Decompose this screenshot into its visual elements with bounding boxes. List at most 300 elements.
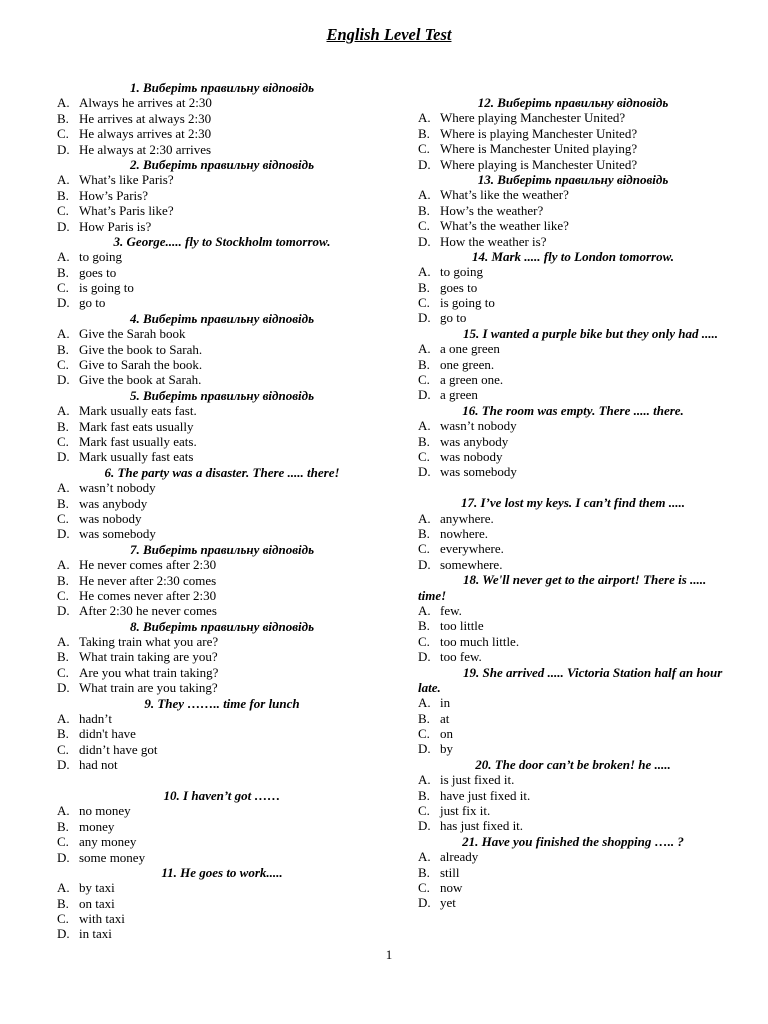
option-letter: B. [418,710,430,726]
question-prompt: 1. Виберіть правильну відповідь [129,80,315,95]
option-letter: A. [57,557,70,573]
answer-option [57,726,387,741]
option-letter: A. [418,187,431,203]
option-letter: C. [57,280,69,296]
option-letter: C. [57,203,69,219]
option-letter: B. [57,495,69,511]
answer-option [418,803,728,818]
answer-option [418,157,728,172]
answer-option [418,372,728,387]
option-letter: D. [57,926,70,942]
answer-option [418,110,728,125]
option-text: What’s like the weather? [440,187,569,203]
option-text: some money [79,849,146,865]
option-text: any money [79,834,137,850]
question-prompt: 9. They …….. time for lunch [144,695,300,711]
page-number: 1 [385,947,393,962]
option-letter: C. [418,726,430,742]
answer-option [418,357,728,372]
option-text: Always he arrives at 2:30 [79,95,212,111]
answer-option [57,557,387,572]
option-text: is going to [440,295,495,311]
option-text: wasn’t nobody [440,418,517,434]
option-letter: A. [418,695,431,711]
option-letter: C. [418,541,430,557]
answer-option [418,649,728,664]
option-text: Mark usually eats fast. [79,403,197,419]
option-letter: B. [418,356,430,372]
option-letter: D. [57,372,70,388]
answer-option [418,634,728,649]
option-text: to going [79,249,122,265]
option-text: still [440,864,460,880]
option-letter: C. [57,587,69,603]
option-letter: C. [418,141,430,157]
answer-option [418,695,728,710]
answer-option [57,480,387,495]
answer-option [418,464,728,479]
option-text: no money [79,803,131,819]
option-text: on taxi [79,895,115,911]
option-letter: D. [57,295,70,311]
option-letter: D. [418,233,431,249]
option-letter: C. [418,880,430,895]
option-letter: D. [57,849,70,865]
answer-option [57,680,387,695]
answer-option [418,788,728,803]
answer-option [57,434,387,449]
option-text: is going to [79,280,134,296]
option-text: He arrives at always 2:30 [79,110,212,126]
option-letter: C. [57,510,69,526]
question-prompt: 18. We'll never get to the airport! There is ..... time! [418,572,707,603]
option-letter: B. [57,264,69,280]
option-letter: C. [57,126,69,142]
option-text: How the weather is? [440,233,547,249]
question-block [418,665,728,757]
answer-option [57,588,387,603]
option-text: anywhere. [440,510,494,526]
option-text: Give the book at Sarah. [79,372,202,388]
answer-option [57,649,387,664]
option-letter: C. [418,295,430,311]
option-text: Taking train what you are? [79,634,219,650]
option-text: He always at 2:30 arrives [79,141,212,157]
question-block [57,311,387,388]
option-text: Mark fast usually eats. [79,433,197,449]
option-text: Mark usually fast eats [79,449,194,465]
option-letter: B. [57,572,69,588]
answer-option [57,280,387,295]
option-letter: B. [418,279,430,295]
option-letter: C. [57,664,69,680]
option-text: too little [440,618,484,634]
question-prompt: 10. I haven’t got …… [163,787,281,803]
option-letter: A. [418,264,431,280]
option-letter: D. [57,218,70,234]
answer-option [57,850,387,865]
spacer [57,773,387,788]
option-text: go to [79,295,106,311]
option-text: everywhere. [440,541,504,557]
answer-option [57,326,387,341]
option-letter: D. [57,680,70,696]
option-letter: D. [57,141,70,157]
answer-option [57,819,387,834]
question-prompt: 14. Mark ..... fly to London tomorrow. [471,248,675,264]
option-text: hadn’t [79,711,112,727]
option-text: go to [440,310,467,326]
question-block [57,388,387,465]
left-column [57,80,387,942]
option-letter: D. [418,464,431,480]
option-letter: A. [418,602,431,618]
question-prompt: 17. I’ve lost my keys. I can’t find them ..... [460,495,686,511]
option-text: Are you what train taking? [79,664,219,680]
answer-option [57,403,387,418]
option-text: already [440,849,479,865]
option-letter: C. [418,803,430,819]
question-prompt: 8. Виберіть правильну відповідь [129,618,315,634]
option-text: a green one. [440,372,504,388]
option-letter: A. [57,880,70,896]
option-text: nowhere. [440,525,489,541]
option-text: one green. [440,356,495,372]
option-text: What’s like Paris? [79,172,174,188]
option-text: Give the book to Sarah. [79,341,203,357]
page-title: English Level Test [326,25,452,44]
answer-option [418,264,728,279]
option-letter: A. [418,849,431,865]
option-letter: A. [418,341,431,357]
option-text: What’s Paris like? [79,203,174,219]
answer-option [57,926,387,941]
option-text: Where playing is Manchester United? [440,156,638,172]
question-block [418,326,728,403]
answer-option [57,896,387,911]
option-letter: A. [57,711,70,727]
answer-option [418,295,728,310]
option-text: didn't have [79,726,136,742]
option-text: just fix it. [440,803,491,819]
question-block [57,542,387,619]
answer-option [57,911,387,926]
answer-option [57,419,387,434]
option-text: too few. [440,649,482,665]
option-letter: D. [418,649,431,665]
option-text: in [440,695,451,711]
option-text: by taxi [79,880,115,896]
option-letter: D. [418,556,431,572]
option-letter: B. [57,341,69,357]
option-text: by [440,741,453,757]
question-prompt: 6. The party was a disaster. There ..... there! [104,464,340,480]
option-text: What train taking are you? [79,649,218,665]
option-letter: B. [418,125,430,141]
right-column [418,95,728,911]
option-text: goes to [79,264,117,280]
answer-option [57,742,387,757]
answer-option [418,818,728,833]
answer-option [418,726,728,741]
question-block [57,465,387,542]
option-text: was nobody [79,510,142,526]
option-letter: A. [418,418,431,434]
question-prompt: 16. The room was empty. There ..... there. [462,402,684,418]
question-block [418,172,728,249]
option-letter: C. [418,449,430,464]
option-text: He never after 2:30 comes [79,572,217,588]
option-text: too much little. [440,633,520,649]
option-letter: A. [57,403,70,419]
option-letter: A. [418,110,431,126]
option-text: How’s Paris? [79,187,148,203]
option-text: wasn’t nobody [79,480,156,496]
question-prompt: 2. Виберіть правильну відповідь [129,156,315,172]
question-block [57,865,387,942]
option-letter: D. [418,818,431,834]
option-text: was somebody [440,464,517,480]
spacer [418,480,728,495]
answer-option [57,342,387,357]
answer-option [418,511,728,526]
question-prompt: 5. Виберіть правильну відповідь [129,387,315,403]
option-letter: A. [57,480,70,496]
option-letter: C. [57,741,69,757]
option-text: a green [440,387,478,403]
answer-option [418,711,728,726]
answer-option [418,865,728,880]
option-letter: A. [57,249,70,265]
answer-option [57,219,387,234]
answer-option [57,603,387,618]
option-letter: B. [57,649,69,665]
option-text: Where playing Manchester United? [440,110,626,126]
option-text: now [440,880,463,895]
answer-option [57,711,387,726]
option-letter: B. [57,418,69,434]
option-letter: D. [57,526,70,542]
option-letter: B. [418,433,430,449]
question-prompt: 7. Виберіть правильну відповідь [129,541,315,557]
option-text: He always arrives at 2:30 [79,126,212,142]
answer-option [418,310,728,325]
answer-option [57,172,387,187]
answer-option [57,95,387,110]
answer-option [418,541,728,556]
option-letter: B. [57,110,69,126]
option-letter: D. [418,387,431,403]
answer-option [57,295,387,310]
option-letter: C. [418,372,430,388]
answer-option [418,280,728,295]
answer-option [418,618,728,633]
answer-option [57,834,387,849]
option-letter: C. [418,633,430,649]
answer-option [57,249,387,264]
option-letter: C. [418,218,430,234]
question-block [418,403,728,480]
question-block [57,619,387,696]
answer-option [57,496,387,511]
option-letter: B. [418,787,430,803]
answer-option [418,141,728,156]
option-text: have just fixed it. [440,787,531,803]
option-text: few. [440,602,462,618]
answer-option [418,603,728,618]
option-letter: D. [418,156,431,172]
option-letter: D. [57,603,70,619]
answer-option [57,126,387,141]
answer-option [418,880,728,895]
option-letter: B. [418,864,430,880]
option-letter: D. [418,895,431,911]
option-text: in taxi [79,926,112,942]
option-letter: B. [57,895,69,911]
answer-option [418,418,728,433]
option-letter: B. [418,202,430,218]
option-letter: A. [57,172,70,188]
question-prompt: 19. She arrived ..... Victoria Station half an hour late. [418,664,723,695]
option-text: What’s the weather like? [440,218,569,234]
option-text: a one green [440,341,500,357]
question-prompt: 3. George..... fly to Stockholm tomorrow. [113,233,331,249]
question-prompt: 11. He goes to work..... [161,864,283,880]
option-text: was somebody [79,526,156,542]
answer-option [57,265,387,280]
option-text: What train are you taking? [79,680,218,696]
answer-option [57,188,387,203]
option-letter: A. [418,510,431,526]
question-prompt: 12. Виберіть правильну відповідь [477,95,669,110]
option-text: was anybody [440,433,509,449]
answer-option [418,218,728,233]
question-block [418,95,728,172]
option-text: was anybody [79,495,148,511]
answer-option [57,757,387,772]
question-prompt: 15. I wanted a purple bike but they only had ..... [463,325,718,341]
option-text: He comes never after 2:30 [79,587,217,603]
question-block [418,757,728,834]
option-letter: A. [57,803,70,819]
option-letter: D. [57,449,70,465]
option-text: somewhere. [440,556,503,572]
option-letter: B. [57,726,69,742]
answer-option [418,234,728,249]
option-text: didn’t have got [79,741,158,757]
question-block [57,80,387,157]
option-text: had not [79,757,118,773]
answer-option [57,372,387,387]
answer-option [57,880,387,895]
question-block [57,696,387,773]
answer-option [57,803,387,818]
answer-option [418,203,728,218]
option-text: After 2:30 he never comes [79,603,217,619]
option-text: with taxi [79,911,125,927]
answer-option [57,142,387,157]
question-prompt: 4. Виберіть правильну відповідь [129,310,315,326]
question-block [57,788,387,865]
question-prompt: 13. Виберіть правильну відповідь [477,171,669,187]
option-letter: B. [57,818,69,834]
answer-option [418,895,728,910]
option-text: on [440,726,453,742]
option-text: at [440,710,450,726]
option-letter: C. [57,357,69,373]
option-text: Give to Sarah the book. [79,357,203,373]
answer-option [57,526,387,541]
option-text: yet [440,895,456,911]
option-text: has just fixed it. [440,818,524,834]
option-text: money [79,818,115,834]
question-block [418,834,728,911]
answer-option [57,449,387,464]
option-text: How Paris is? [79,218,152,234]
option-letter: D. [418,310,431,326]
option-text: Where is Manchester United playing? [440,141,638,157]
option-letter: D. [57,757,70,773]
option-letter: B. [418,525,430,541]
answer-option [418,187,728,202]
answer-option [418,557,728,572]
answer-option [57,111,387,126]
option-letter: C. [57,834,69,850]
answer-option [418,387,728,402]
question-block [418,572,728,664]
answer-option [57,634,387,649]
answer-option [418,526,728,541]
answer-option [418,449,728,464]
answer-option [418,772,728,787]
answer-option [418,849,728,864]
option-letter: C. [57,911,69,927]
option-text: was nobody [440,449,503,464]
question-block [57,157,387,234]
option-text: Mark fast eats usually [79,418,194,434]
option-text: Give the Sarah book [79,326,186,342]
question-block [57,234,387,311]
option-text: How’s the weather? [440,202,544,218]
option-letter: A. [57,95,70,111]
option-letter: C. [57,433,69,449]
option-letter: B. [418,618,430,634]
answer-option [57,665,387,680]
question-prompt: 20. The door can’t be broken! he ..... [475,756,671,772]
option-text: goes to [440,279,478,295]
option-letter: A. [418,772,431,788]
answer-option [418,741,728,756]
question-block [418,495,728,572]
option-text: He never comes after 2:30 [79,557,217,573]
option-letter: B. [57,187,69,203]
answer-option [418,434,728,449]
question-block [418,249,728,326]
option-letter: D. [418,741,431,757]
answer-option [57,573,387,588]
option-text: Where is playing Manchester United? [440,125,638,141]
question-prompt: 21. Have you finished the shopping ….. ? [462,833,684,849]
answer-option [57,357,387,372]
answer-option [418,126,728,141]
option-text: is just fixed it. [440,772,515,788]
answer-option [418,341,728,356]
option-letter: A. [57,634,70,650]
option-text: to going [440,264,483,280]
answer-option [57,203,387,218]
option-letter: A. [57,326,70,342]
answer-option [57,511,387,526]
